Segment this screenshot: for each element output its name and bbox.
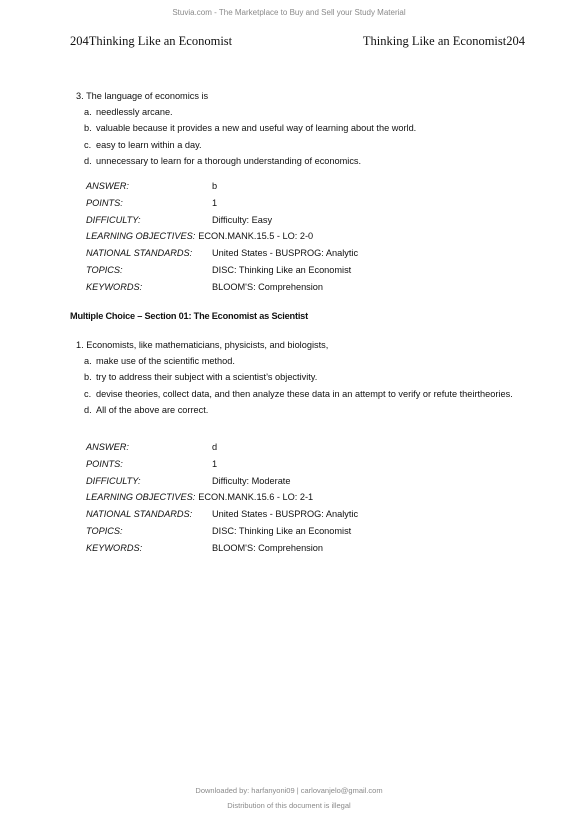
answer-option [76,388,516,401]
meta-value: DISC: Thinking Like an Economist [212,525,352,536]
meta-value: United States - BUSPROG: Analytic [212,248,359,259]
answer-options [76,355,516,418]
meta-row-learning-objectives [86,228,446,245]
option-letter: a. [84,106,92,117]
answer-option [76,371,516,384]
meta-row-points [86,195,446,212]
meta-value: Difficulty: Easy [212,214,273,225]
meta-key: LEARNING OBJECTIVES: [86,492,196,503]
question-stem [76,90,516,102]
meta-key: POINTS: [86,458,123,469]
answer-option [76,139,516,152]
meta-row-national-standards [86,245,446,262]
option-letter: c. [84,388,92,399]
option-letter: a. [84,355,92,366]
meta-value: ECON.MANK.15.5 - LO: 2-0 [198,231,314,242]
option-text: easy to learn within a day. [96,139,202,150]
section-heading: Multiple Choice – Section 01: The Economist as Scientist [70,311,308,321]
running-header-right: Thinking Like an Economist204 [362,34,525,48]
meta-row-national-standards [86,506,446,523]
option-text: make use of the scientific method. [96,355,235,366]
meta-key: LEARNING OBJECTIVES: [86,231,196,242]
meta-key: NATIONAL STANDARDS: [86,248,193,259]
meta-row-topics [86,523,446,540]
option-text: All of the above are correct. [96,405,209,416]
question-number: 3. [76,91,84,101]
option-text: try to address their subject with a scientist’s objectivity. [96,372,318,383]
option-letter: d. [84,405,92,416]
meta-value: United States - BUSPROG: Analytic [212,509,359,520]
answer-option [76,106,516,119]
question-stem [76,339,516,351]
meta-value: ECON.MANK.15.6 - LO: 2-1 [198,492,314,503]
meta-value: Difficulty: Moderate [212,475,291,486]
meta-value: BLOOM'S: Comprehension [212,281,324,292]
meta-key: KEYWORDS: [86,542,143,553]
meta-key: TOPICS: [86,525,123,536]
meta-value: 1 [212,197,218,208]
answer-options [76,106,516,169]
meta-row-difficulty [86,473,446,490]
question-1 [76,339,516,417]
meta-value: DISC: Thinking Like an Economist [212,264,352,275]
distribution-notice: Distribution of this document is illegal [227,801,351,810]
meta-row-answer [86,178,446,195]
meta-row-learning-objectives [86,489,446,506]
meta-row-keywords [86,279,446,296]
question-3 [76,90,516,168]
meta-key: NATIONAL STANDARDS: [86,509,193,520]
meta-key: TOPICS: [86,264,123,275]
meta-row-points [86,456,446,473]
meta-key: POINTS: [86,197,123,208]
meta-value: b [212,181,218,191]
question-text: The language of economics is [86,91,209,101]
download-notice: Downloaded by: harfanyoni09 | carlovanjelo@gmail.com [195,786,383,795]
stuvia-watermark: Stuvia.com - The Marketplace to Buy and Sell your Study Material [172,8,406,17]
question-1-metadata [86,439,446,557]
option-text: devise theories, collect data, and then analyze these data in an attempt to verify or refute theirtheories. [96,388,513,399]
meta-row-topics [86,262,446,279]
meta-value: d [212,442,218,452]
meta-row-answer [86,439,446,456]
meta-key: ANSWER: [86,442,129,452]
running-header-left: 204Thinking Like an Economist [70,34,233,48]
option-text: needlessly arcane. [96,106,173,117]
meta-row-difficulty [86,212,446,229]
option-letter: b. [84,123,92,134]
option-letter: c. [84,139,92,150]
answer-option [76,155,516,168]
meta-value: 1 [212,458,218,469]
answer-option [76,122,516,135]
option-text: unnecessary to learn for a thorough understanding of economics. [96,156,362,167]
question-number: 1. [76,340,84,350]
question-text: Economists, like mathematicians, physicists, and biologists, [86,340,329,350]
meta-value: BLOOM'S: Comprehension [212,542,324,553]
meta-key: DIFFICULTY: [86,214,141,225]
option-letter: d. [84,156,92,167]
meta-key: ANSWER: [86,181,129,191]
option-letter: b. [84,372,92,383]
meta-row-keywords [86,540,446,557]
option-text: valuable because it provides a new and useful way of learning about the world. [96,123,417,134]
meta-key: DIFFICULTY: [86,475,141,486]
meta-key: KEYWORDS: [86,281,143,292]
question-3-metadata [86,178,446,296]
answer-option [76,355,516,368]
answer-option [76,404,516,417]
